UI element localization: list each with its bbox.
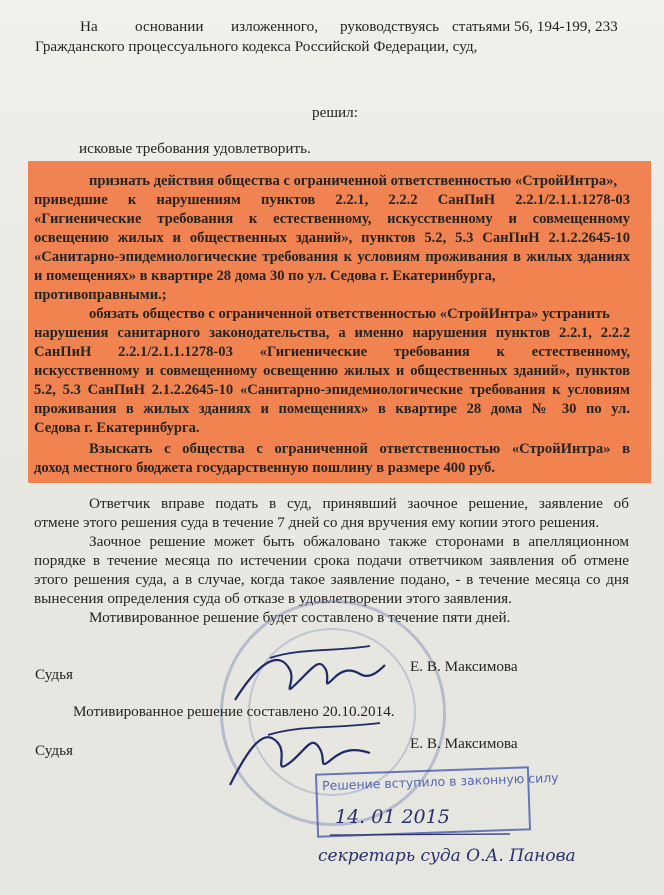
stamp-text: Решение вступило в законную силу — [321, 769, 559, 794]
p1-line-7: противоправными.; — [34, 287, 167, 303]
reasoned-decision-note: Мотивированное решение составлено 20.10.2014. — [73, 703, 395, 720]
p1-line-4: освещению жилых и общественных зданий», пунктов 5.2, 5.3 СанПиН 2.1.2.2645-10 — [34, 230, 630, 246]
preamble-word: основании — [135, 18, 204, 35]
p3-line-2: доход местного бюджета государственную пошлину в размере 400 руб. — [34, 460, 495, 476]
p2-line-2: нарушения санитарного законодательства, а именно нарушения пунктов 2.2.1, 2.2.2 — [34, 325, 630, 341]
p2-line-1: обязать общество с ограниченной ответственностью «СтройИнтра» устранить — [89, 306, 610, 322]
p2-line-5: 5.2, 5.3 СанПиН 2.1.2.2645-10 «Санитарно-эпидемиологические требования к условиям — [34, 382, 630, 398]
preamble-line-2: Гражданского процессуального кодекса Российской Федерации, суд, — [35, 38, 478, 55]
rights-line-4: порядке в течение месяца по истечении срока подачи ответчиком заявления об отмене — [34, 552, 629, 569]
p2-line-7: Седова г. Екатеринбурга. — [34, 420, 200, 436]
judge-label-2: Судья — [35, 742, 74, 759]
rights-line-6: вынесения определения суда об отказе в удовлетворении этого заявления. — [34, 590, 512, 607]
rights-line-2: отмене этого решения суда в течение 7 дней со дня вручения ему копии этого решения. — [34, 514, 600, 531]
judge-name-1: Е. В. Максимова — [410, 658, 518, 675]
p2-line-4: искусственному и совмещенному освещению жилых и общественных зданий», пунктов — [34, 363, 630, 379]
preamble-word: статьями 56, 194-199, 233 — [452, 18, 618, 35]
p1-line-5: «Санитарно-эпидемиологические требования к условиям проживания в жилых зданиях — [34, 249, 630, 265]
judge-label-1: Судья — [35, 666, 74, 683]
rights-line-5: этого решения суда, а в случае, когда такое заявление подано, - в течение месяца со дня — [34, 571, 629, 588]
preamble-word: На — [80, 18, 98, 35]
p2-line-3: СанПиН 2.2.1/2.1.1.1278-03 «Гигиенические требования к естественному, — [34, 344, 630, 360]
preamble-word: руководствуясь — [340, 18, 440, 35]
handwritten-secretary-note: секретарь суда О.А. Панова — [318, 846, 576, 866]
handwritten-date: 14. 01 2015 — [335, 806, 450, 828]
claims-line: исковые требования удовлетворить. — [79, 140, 311, 157]
p1-line-1: признать действия общества с ограниченной ответственностью «СтройИнтра», — [89, 173, 618, 189]
p2-line-6: проживания в жилых зданиях и помещениях» в квартире 28 дома № 30 по ул. — [34, 401, 630, 417]
rights-line-3: Заочное решение может быть обжаловано также сторонами в апелляционном — [89, 533, 629, 550]
judge-signature-1 — [230, 640, 390, 710]
decision-heading: решил: — [312, 104, 358, 121]
preamble-word: изложенного, — [231, 18, 319, 35]
p1-line-6: и помещениях» в квартире 28 дома 30 по ул. Седова г. Екатеринбурга, — [34, 268, 496, 284]
p1-line-3: «Гигиенические требования к естественному, искусственному и совмещенному — [34, 211, 630, 227]
judge-name-2: Е. В. Максимова — [410, 735, 518, 752]
p3-line-1: Взыскать с общества с ограниченной ответственностью «СтройИнтра» в — [89, 441, 630, 457]
rights-line-1: Ответчик вправе подать в суд, принявший заочное решение, заявление об — [89, 495, 629, 512]
rights-line-7: Мотивированное решение будет составлено в течение пяти дней. — [89, 609, 511, 626]
date-underline — [330, 832, 510, 838]
p1-line-2: приведшие к нарушениям пунктов 2.2.1, 2.2.2 СанПиН 2.2.1/2.1.1.1278-03 — [34, 192, 630, 208]
